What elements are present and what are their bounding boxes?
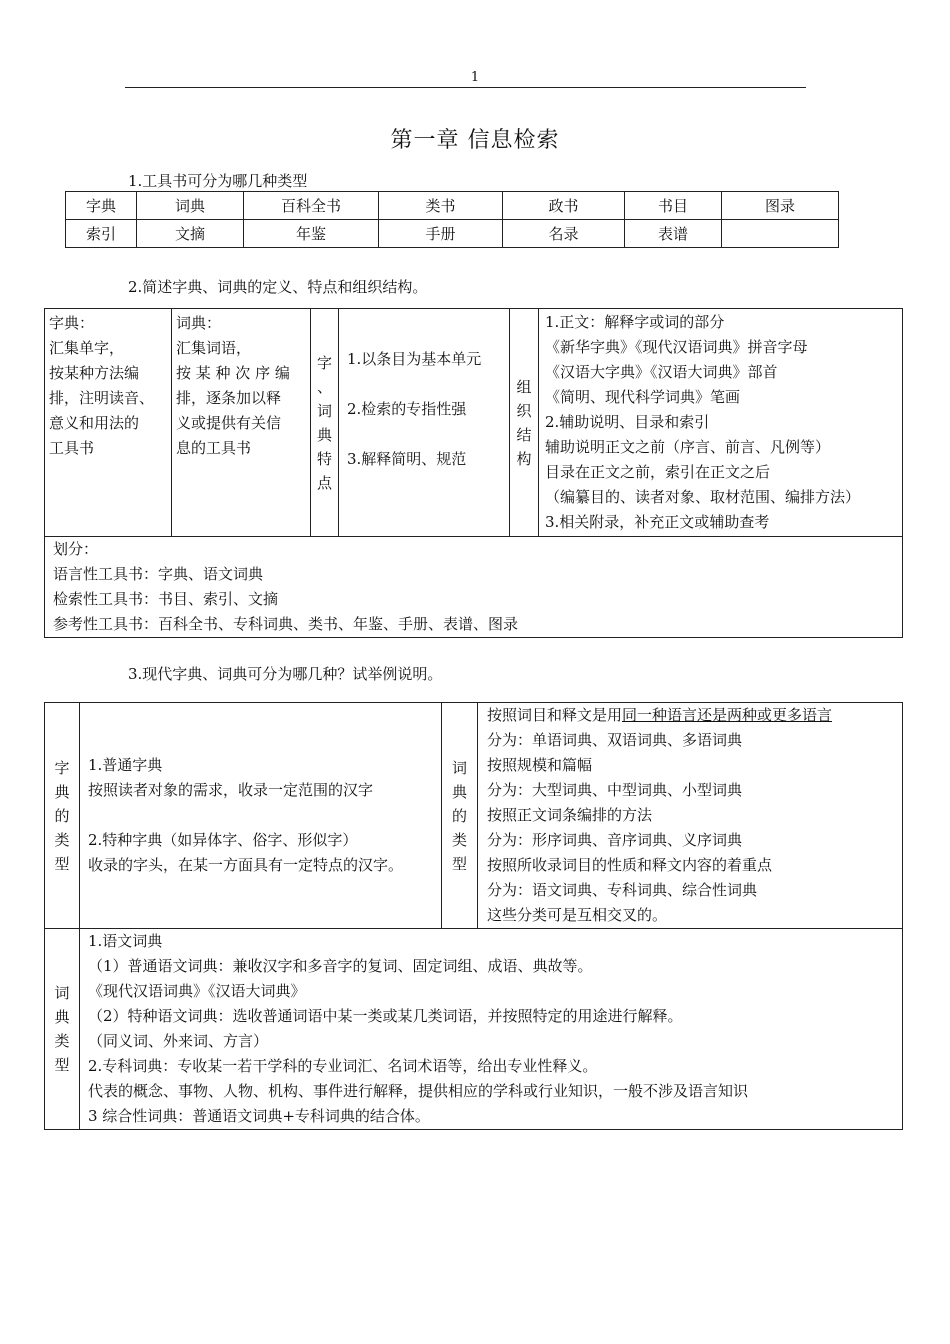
- cidian-types-cell: [478, 703, 903, 929]
- question-1: 1.工具书可分为哪几种类型: [128, 172, 308, 190]
- text-line: 这些分类可是互相交叉的。: [487, 906, 668, 924]
- table-row: [45, 309, 903, 537]
- zidian-types-label-cell: [45, 703, 80, 929]
- label-char: 类: [54, 830, 70, 849]
- chapter-title: 第一章 信息检索: [390, 128, 560, 153]
- label-char: 特: [316, 449, 332, 468]
- text-line: （同义词、外来词、方言）: [88, 1032, 269, 1050]
- text-line: [487, 703, 898, 728]
- ci-types-cell: [80, 929, 903, 1130]
- text-line: 息的工具书: [176, 439, 252, 457]
- text-line: 汇集单字，: [49, 339, 125, 357]
- text-line: 字典：: [49, 314, 95, 332]
- label-char: 类: [451, 830, 467, 849]
- question-2: 2.简述字典、词典的定义、特点和组织结构。: [128, 278, 428, 296]
- definition-table: [44, 308, 903, 638]
- structure-line: 3.相关附录，补充正文或辅助查考: [545, 513, 770, 531]
- text-line: 分为：形序词典、音序词典、义序词典: [487, 831, 743, 849]
- table-cell: 类书: [379, 192, 503, 220]
- text-line: 义或提供有关信: [176, 414, 282, 432]
- table-row: [45, 537, 903, 638]
- text-line: 代表的概念、事物、人物、机构、事件进行解释，提供相应的学科或行业知识，一般不涉及语言知识: [88, 1082, 749, 1100]
- label-char: 类: [54, 1032, 70, 1050]
- label-char: 词: [54, 984, 70, 1002]
- table-cell: 文摘: [137, 220, 244, 248]
- label-char: 结: [516, 425, 532, 444]
- label-char: 织: [516, 401, 532, 420]
- text-line: 1.语文词典: [88, 932, 163, 950]
- table-cell: 手册: [379, 220, 503, 248]
- text-line: 词典：: [176, 314, 222, 332]
- features-label-cell: [311, 309, 339, 537]
- label-char: 词: [451, 758, 467, 777]
- label-char: 型: [54, 1056, 70, 1074]
- label-char: 型: [451, 854, 467, 873]
- structure-cell: [539, 309, 903, 537]
- text-line: 按 某 种 次 序 编: [176, 364, 290, 382]
- table-cell: [722, 220, 839, 248]
- structure-line: 2.辅助说明、目录和索引: [545, 413, 710, 431]
- label-char: 字: [54, 758, 70, 777]
- tool-book-types-table: [65, 191, 839, 248]
- division-line: 检索性工具书：书目、索引、文摘: [53, 590, 279, 608]
- table-row: [45, 703, 903, 929]
- text-line: 收录的字头，在某一方面具有一定特点的汉字。: [88, 856, 404, 874]
- table-cell: 百科全书: [244, 192, 379, 220]
- text-line: 2.专科词典：专收某一若干学科的专业词汇、名词术语等，给出专业性释义。: [88, 1057, 598, 1075]
- underlined-text: 同一种语言还是两种或更多语言: [622, 706, 833, 724]
- text-line: 按照规模和篇幅: [487, 756, 593, 774]
- text-line: 工具书: [49, 439, 95, 457]
- label-char: 的: [54, 806, 70, 825]
- label-char: 型: [54, 854, 70, 873]
- text-line: 排，逐条加以释: [176, 389, 282, 407]
- text-line: 按照正文词条编排的方法: [487, 806, 653, 824]
- table-cell: 字典: [66, 192, 137, 220]
- header-rule: [125, 87, 806, 88]
- feature-item: 2.检索的专指性强: [347, 400, 467, 418]
- label-char: 点: [316, 473, 332, 492]
- structure-line: 《新华字典》《现代汉语词典》拼音字母: [545, 338, 808, 356]
- label-char: 典: [54, 782, 70, 801]
- table-cell: 图录: [722, 192, 839, 220]
- label-char: 组: [516, 377, 532, 396]
- feature-item: 3.解释简明、规范: [347, 450, 467, 468]
- division-line: 划分：: [53, 540, 99, 558]
- label-char: 、: [316, 377, 332, 396]
- structure-line: 《汉语大字典》《汉语大词典》部首: [545, 363, 778, 381]
- label-char: 典: [316, 425, 332, 444]
- text-line: 分为：大型词典、中型词典、小型词典: [487, 781, 743, 799]
- ci-types-label-cell: [45, 929, 80, 1130]
- label-char: 典: [54, 1008, 70, 1026]
- question-3: 3.现代字典、词典可分为哪几种？试举例说明。: [128, 665, 443, 683]
- text-line: 汇集词语，: [176, 339, 252, 357]
- text-line: 2.特种字典（如异体字、俗字、形似字）: [88, 831, 358, 849]
- division-line: 语言性工具书：字典、语文词典: [53, 565, 264, 583]
- page-number: 1: [470, 70, 480, 85]
- text-segment: 按照词目和释文是用: [487, 706, 623, 724]
- table-cell: 名录: [503, 220, 625, 248]
- feature-item: 1.以条目为基本单元: [347, 350, 482, 368]
- table-row: [45, 929, 903, 1130]
- structure-line: （编纂目的、读者对象、取材范围、编排方法）: [545, 488, 861, 506]
- structure-line: 目录在正文之前，索引在正文之后: [545, 463, 771, 481]
- text-line: 排，注明读音、: [49, 389, 155, 407]
- table-row: [66, 220, 839, 248]
- text-line: 3 综合性词典：普通语文词典+专科词典的结合体。: [88, 1107, 430, 1125]
- structure-line: 《简明、现代科学词典》笔画: [545, 388, 741, 406]
- structure-line: 1.正文：解释字或词的部分: [545, 313, 725, 331]
- text-line: 按照读者对象的需求，收录一定范围的汉字: [88, 781, 374, 799]
- label-char: 词: [316, 401, 332, 420]
- structure-label-cell: [510, 309, 539, 537]
- zidian-definition-cell: [45, 309, 172, 537]
- text-line: 按照所收录词目的性质和释文内容的着重点: [487, 856, 773, 874]
- dictionary-types-table: [44, 702, 903, 1130]
- table-cell: 索引: [66, 220, 137, 248]
- text-line: （2）特种语文词典：选收普通词语中某一类或某几类词语，并按照特定的用途进行解释。: [88, 1007, 683, 1025]
- text-line: 按某种方法编: [49, 364, 140, 382]
- division-cell: [45, 537, 903, 638]
- cidian-types-label-cell: [442, 703, 478, 929]
- zidian-types-cell: [80, 703, 442, 929]
- table-cell: 表谱: [625, 220, 722, 248]
- table-cell: 政书: [503, 192, 625, 220]
- table-row: [66, 192, 839, 220]
- text-line: 分为：语文词典、专科词典、综合性词典: [487, 881, 758, 899]
- text-line: 意义和用法的: [49, 414, 140, 432]
- division-line: 参考性工具书：百科全书、专科词典、类书、年鉴、手册、表谱、图录: [53, 615, 519, 633]
- label-char: 构: [516, 449, 532, 468]
- label-char: 典: [451, 782, 467, 801]
- text-line: （1）普通语文词典：兼收汉字和多音字的复词、固定词组、成语、典故等。: [88, 957, 593, 975]
- structure-line: 辅助说明正文之前（序言、前言、凡例等）: [545, 438, 831, 456]
- table-cell: 词典: [137, 192, 244, 220]
- cidian-definition-cell: [172, 309, 311, 537]
- text-line: 分为：单语词典、双语词典、多语词典: [487, 731, 743, 749]
- text-line: 1.普通字典: [88, 756, 163, 774]
- table-cell: 年鉴: [244, 220, 379, 248]
- label-char: 字: [316, 353, 332, 372]
- label-char: 的: [451, 806, 467, 825]
- features-cell: [339, 309, 510, 537]
- table-cell: 书目: [625, 192, 722, 220]
- text-line: [88, 803, 437, 828]
- text-line: 《现代汉语词典》《汉语大词典》: [88, 982, 306, 1000]
